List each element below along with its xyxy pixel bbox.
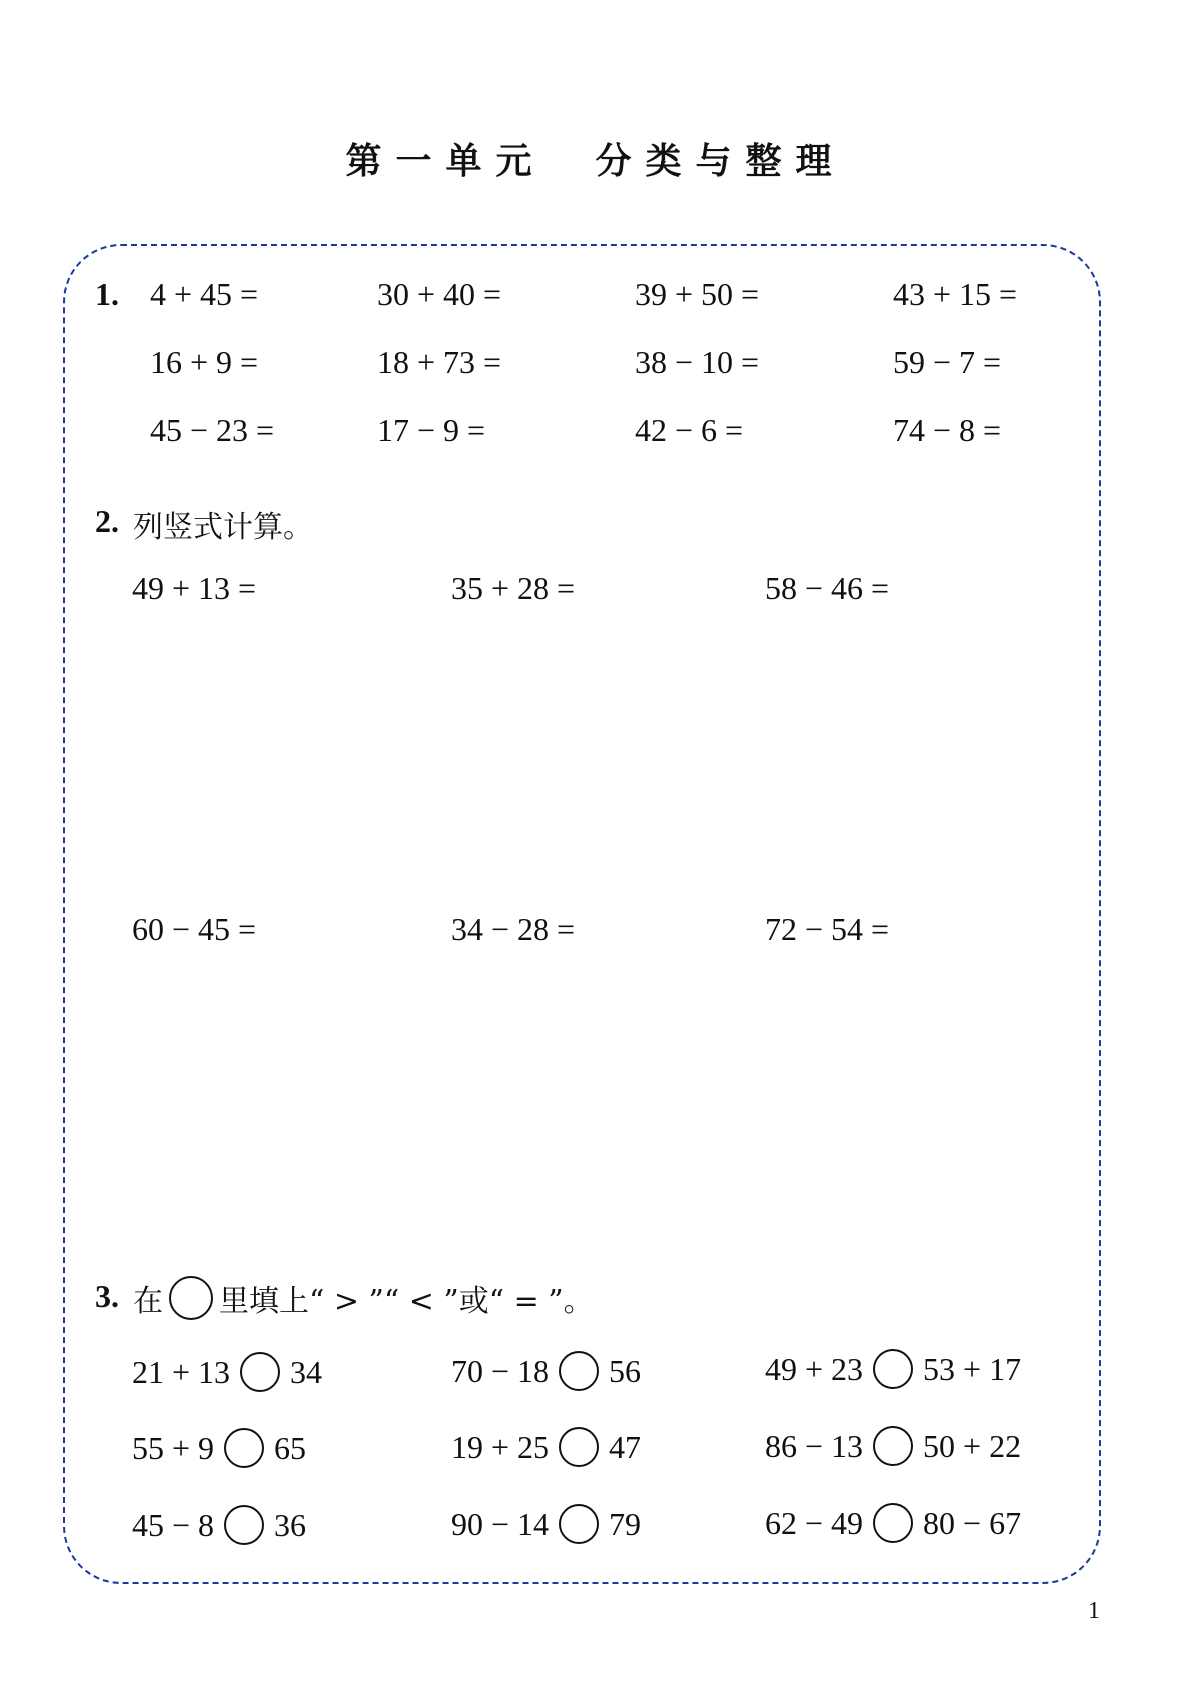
q1-expr: 18 + 73 =	[377, 344, 502, 380]
q2-expr: 34 − 28 =	[451, 911, 576, 947]
page-title: 第一单元 分类与整理	[345, 140, 846, 182]
q1-expr: 42 − 6 =	[635, 412, 744, 448]
compare-right: 80 − 67	[923, 1504, 1022, 1541]
compare-left: 49 + 23	[765, 1350, 864, 1387]
q2-expr: 35 + 28 =	[451, 570, 576, 606]
compare-left: 90 − 14	[451, 1505, 550, 1542]
compare-item	[451, 1351, 641, 1391]
compare-item	[132, 1428, 306, 1468]
answer-circle[interactable]	[873, 1426, 913, 1466]
compare-left: 19 + 25	[451, 1428, 550, 1465]
compare-left: 21 + 13	[132, 1353, 231, 1390]
compare-left: 62 − 49	[765, 1504, 864, 1541]
compare-right: 36	[274, 1506, 307, 1543]
q2-expr: 49 + 13 =	[132, 570, 257, 606]
q1-expr: 4 + 45 =	[150, 276, 259, 312]
q1-expr: 38 − 10 =	[635, 344, 760, 380]
answer-circle[interactable]	[224, 1428, 264, 1468]
compare-right: 65	[274, 1429, 307, 1466]
page-number: 1	[1088, 1598, 1100, 1624]
q1-expr: 30 + 40 =	[377, 276, 502, 312]
compare-right: 34	[290, 1353, 323, 1390]
answer-circle[interactable]	[559, 1504, 599, 1544]
q1-expr: 59 − 7 =	[893, 344, 1002, 380]
compare-right: 47	[609, 1428, 642, 1465]
question-2-number: 2.	[95, 503, 119, 539]
compare-item	[132, 1505, 306, 1545]
q1-expr: 39 + 50 =	[635, 276, 760, 312]
q1-expr: 45 − 23 =	[150, 412, 275, 448]
q1-expr: 43 + 15 =	[893, 276, 1018, 312]
compare-right: 79	[609, 1505, 642, 1542]
q2-expr: 58 − 46 =	[765, 570, 890, 606]
instruction-text: 里填上“ > ”“ < ”或“ = ”。	[219, 1284, 594, 1319]
compare-item	[451, 1504, 641, 1544]
answer-circle[interactable]	[873, 1349, 913, 1389]
q2-expr: 60 − 45 =	[132, 911, 257, 947]
compare-left: 86 − 13	[765, 1427, 864, 1464]
answer-circle[interactable]	[873, 1503, 913, 1543]
question-1-number: 1.	[95, 276, 119, 312]
compare-left: 55 + 9	[132, 1429, 215, 1466]
answer-circle[interactable]	[559, 1427, 599, 1467]
compare-left: 45 − 8	[132, 1506, 215, 1543]
q1-expr: 74 − 8 =	[893, 412, 1002, 448]
q2-expr: 72 − 54 =	[765, 911, 890, 947]
q1-expr: 16 + 9 =	[150, 344, 259, 380]
question-2-instruction: 列竖式计算。	[133, 510, 313, 545]
compare-item	[765, 1349, 1021, 1389]
compare-right: 53 + 17	[923, 1350, 1022, 1387]
compare-right: 56	[609, 1352, 642, 1389]
answer-circle[interactable]	[240, 1352, 280, 1392]
answer-circle[interactable]	[559, 1351, 599, 1391]
instruction-text: 在	[133, 1284, 163, 1319]
compare-right: 50 + 22	[923, 1427, 1022, 1464]
compare-item	[765, 1503, 1021, 1543]
compare-left: 70 − 18	[451, 1352, 550, 1389]
question-3-instruction	[133, 1276, 594, 1320]
answer-circle[interactable]	[224, 1505, 264, 1545]
q1-expr: 17 − 9 =	[377, 412, 486, 448]
compare-item	[132, 1352, 322, 1392]
question-3-number: 3.	[95, 1278, 119, 1314]
circle-icon	[169, 1276, 213, 1320]
compare-item	[451, 1427, 641, 1467]
compare-item	[765, 1426, 1021, 1466]
